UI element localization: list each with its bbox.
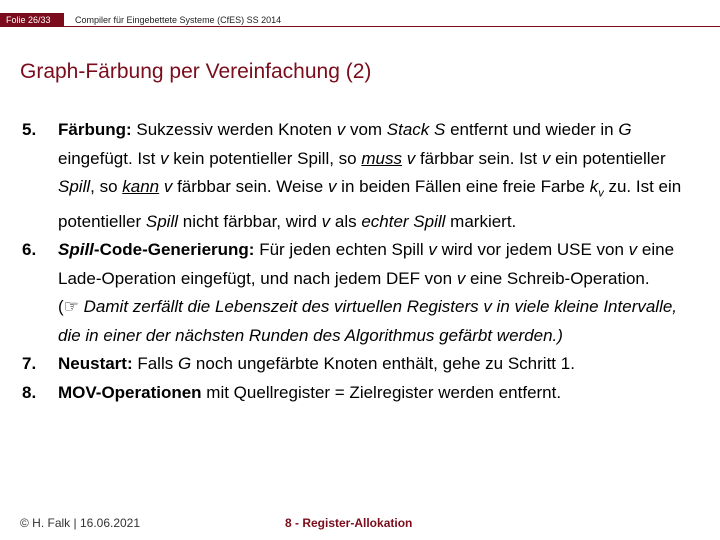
- note-text: Damit zerfällt die Lebenszeit des virtuellen Registers v in viele kleine Intervalle, die in einer der nächsten Runden des Algorithmus gefärbt werden.): [58, 297, 678, 345]
- text: v: [321, 211, 331, 231]
- item-text: [58, 240, 677, 345]
- text: Für jeden echten Spill: [254, 240, 429, 260]
- text: kein potentieller Spill, so: [168, 148, 362, 168]
- text: muss: [361, 148, 402, 168]
- text: Falls: [132, 354, 178, 374]
- text: v: [163, 177, 173, 196]
- list-item-6: [22, 236, 702, 350]
- item-text: [58, 354, 575, 373]
- text: echter Spill: [361, 211, 446, 231]
- text: G: [177, 354, 192, 374]
- text: v: [628, 240, 638, 260]
- footer-section: 8 - Register-Allokation: [285, 516, 413, 530]
- item-label: Spill: [58, 240, 94, 260]
- list-item-8: [22, 379, 702, 408]
- text: v: [336, 120, 346, 139]
- text: k: [589, 177, 599, 196]
- course-title: Compiler für Eingebettete Systeme (CfES) SS 2014: [75, 15, 282, 25]
- text: wird vor jedem USE von: [436, 240, 629, 260]
- slide-title: Graph-Färbung per Vereinfachung (2): [20, 60, 372, 83]
- list-item-5: [22, 116, 702, 236]
- footer-author: © H. Falk | 16.06.2021: [20, 516, 141, 530]
- slide-content: [22, 116, 702, 407]
- text: mit Quellregister = Zielregister werden entfernt.: [201, 382, 562, 402]
- header-divider: [0, 26, 720, 27]
- text: zu. Ist ein potentieller: [58, 177, 682, 231]
- item-number: 8.: [22, 382, 37, 402]
- item-label: -Code-Generierung:: [93, 240, 255, 260]
- text: eine Lade-Operation eingefügt, und nach jedem DEF von: [58, 240, 675, 288]
- text: (: [58, 297, 64, 317]
- item-text: [58, 383, 561, 402]
- text: Stack S: [386, 120, 446, 139]
- text: kann: [122, 177, 160, 196]
- list-item-7: [22, 350, 702, 379]
- item-label: Färbung:: [58, 120, 132, 139]
- item-number: 5.: [22, 120, 37, 139]
- slide-header: [0, 10, 720, 32]
- text: entfernt und wieder in: [445, 120, 619, 139]
- text: Spill: [145, 211, 179, 231]
- text: v: [541, 148, 551, 168]
- item-text: [58, 120, 681, 231]
- text: ein potentieller: [550, 148, 666, 168]
- pointing-hand-icon: ☞: [63, 297, 79, 317]
- text: , so: [90, 177, 123, 196]
- text: vom: [345, 120, 387, 139]
- text: markiert.: [445, 211, 517, 231]
- text: G: [618, 120, 632, 139]
- item-number: 7.: [22, 354, 37, 374]
- text: Sukzessiv werden Knoten: [131, 120, 337, 139]
- text: färbbar sein. Ist: [415, 148, 542, 168]
- text: färbbar sein. Weise: [172, 177, 328, 196]
- text: Spill: [58, 177, 91, 196]
- text: v: [327, 177, 337, 196]
- text: v: [428, 240, 437, 260]
- text: v: [160, 148, 169, 168]
- text: v: [456, 268, 466, 288]
- text: eine Schreib-Operation.: [465, 268, 650, 288]
- item-label: MOV-Operationen: [58, 382, 202, 402]
- text: als: [330, 211, 362, 231]
- item-label: Neustart:: [58, 354, 133, 374]
- text: eingefügt. Ist: [58, 148, 161, 168]
- text: in beiden Fällen eine freie Farbe: [336, 177, 590, 196]
- subscript: v: [598, 187, 604, 200]
- slide-number-badge: Folie 26/33: [0, 13, 64, 27]
- item-number: 6.: [22, 240, 37, 260]
- text: noch ungefärbte Knoten enthält, gehe zu Schritt 1.: [191, 354, 575, 374]
- text: nicht färbbar, wird: [178, 211, 322, 231]
- text: v: [406, 148, 416, 168]
